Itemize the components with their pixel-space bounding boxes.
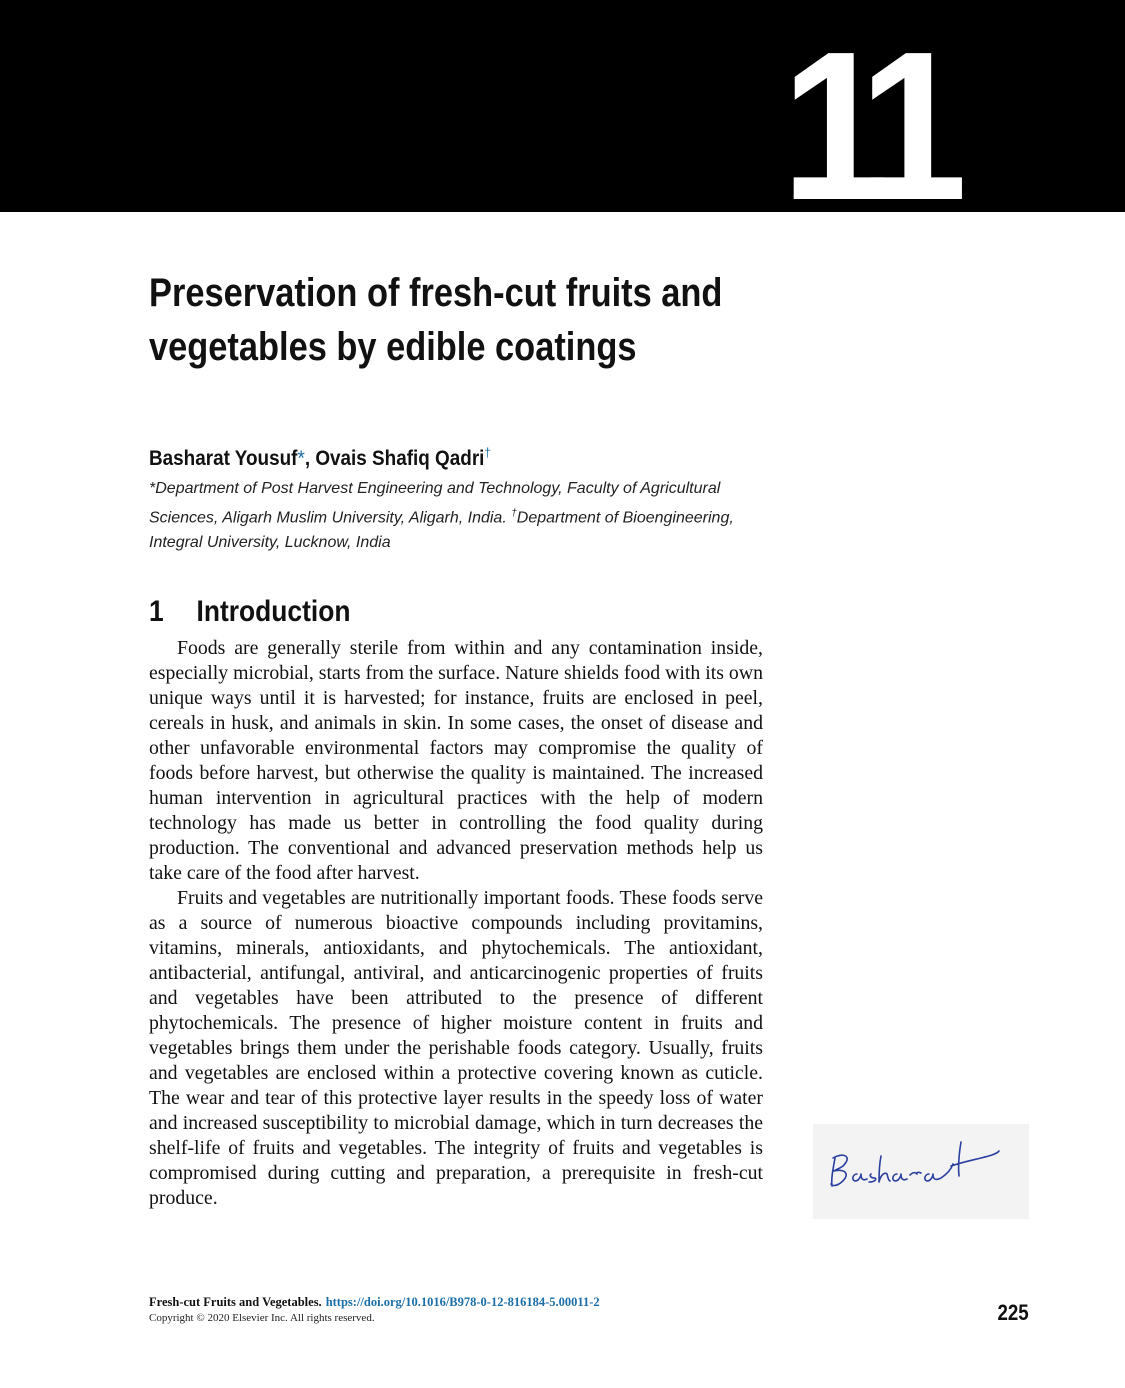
footer-citation (149, 1295, 1029, 1310)
body-text (149, 636, 763, 1211)
signature-handwriting (813, 1124, 1029, 1219)
chapter-band (0, 0, 1125, 212)
chapter-title: Preservation of fresh-cut fruits and vegetables by edible coatings (149, 271, 723, 369)
section-number: 1 (149, 595, 164, 628)
author-footnote-mark[interactable]: † (484, 445, 491, 460)
signature-image (813, 1124, 1029, 1219)
author-name: Basharat Yousuf (149, 447, 298, 470)
page-number: 225 (997, 1300, 1029, 1325)
affiliation-mark: * (149, 480, 156, 497)
affiliation-mark: † (511, 508, 517, 519)
doi-link[interactable]: https://doi.org/10.1016/B978-0-12-816184-5.00011-2 (325, 1295, 600, 1309)
affiliations (149, 476, 769, 555)
section-title: Introduction (196, 595, 351, 628)
author-footnote-mark[interactable]: * (297, 447, 305, 470)
paragraph: Foods are generally sterile from within and any contamination inside, especially microbial, starts from the surface. Nature shields food with its own unique ways until it is harvested; for instance, fruits are enclosed in peel, cereals in husk, and animals in skin. In some cases, the onset of disease and other unfavorable environmental factors may compromise the quality of foods before harvest, but otherwise the quality is maintained. The increased human intervention in agricultural practices with the help of modern technology has made us better in controlling the food quality during production. The conventional and advanced preservation methods help us take care of the food after harvest. (149, 637, 763, 884)
paragraph: Fruits and vegetables are nutritionally important foods. These foods serve as a source of numerous bioactive compounds including provitamins, vitamins, minerals, antioxidants, and phytochemicals. The antioxidant, antibacterial, antifungal, antiviral, and anticarcinogenic properties of fruits and vegetables have been attributed to the presence of different phytochemicals. The presence of higher moisture content in fruits and vegetables brings them under the perishable foods category. Usually, fruits and vegetables are enclosed within a protective covering known as cuticle. The wear and tear of this protective layer results in the speedy loss of water and increased susceptibility to microbial damage, which in turn decreases the shelf-life of fruits and vegetables. The integrity of fruits and vegetables is compromised during cutting and preparation, a prerequisite in fresh-cut produce. (149, 887, 763, 1209)
title-block (149, 266, 763, 374)
section-heading (149, 592, 350, 632)
author-separator: , (304, 447, 316, 470)
book-title: Fresh-cut Fruits and Vegetables. (149, 1295, 322, 1309)
author-line (149, 445, 491, 471)
copyright-notice: Copyright © 2020 Elsevier Inc. All rights reserved. (149, 1312, 375, 1324)
footer (149, 1295, 1029, 1324)
affiliation-text: Department of Bioengineering, Integral University, Lucknow, India (149, 509, 734, 552)
author-name: Ovais Shafiq Qadri (315, 447, 485, 470)
affiliation-text: Department of Post Harvest Engineering and Technology, Faculty of Agricultural Sciences, Aligarh Muslim University, Aligarh, India. (149, 480, 721, 527)
chapter-number: 11 (781, 7, 947, 212)
